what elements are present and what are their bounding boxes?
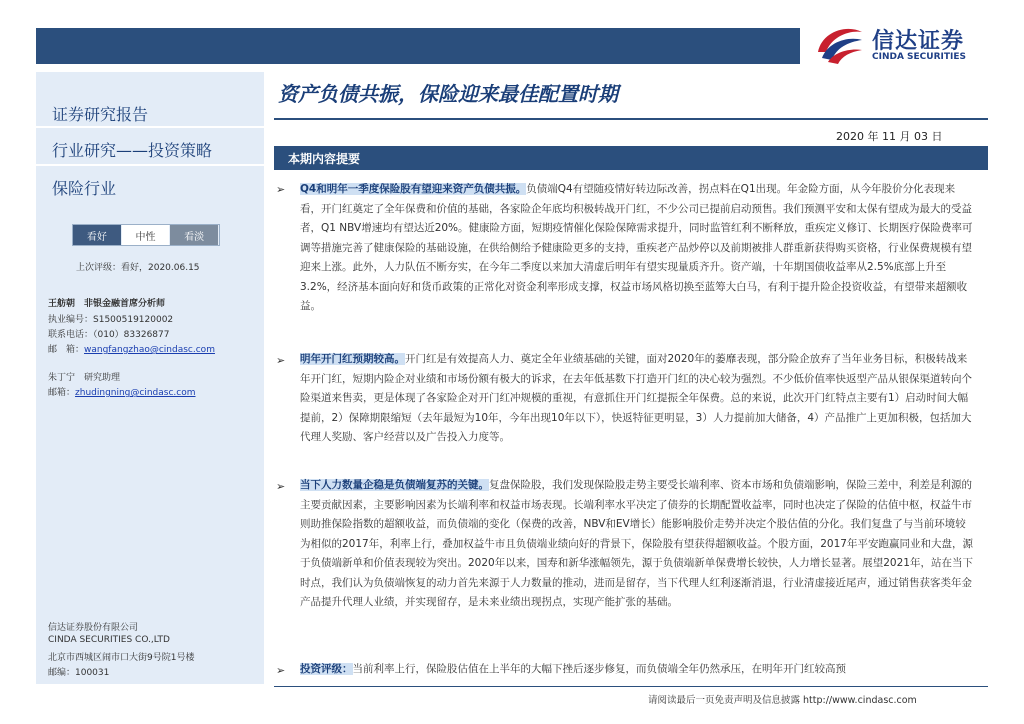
- industry-name: 保险行业: [52, 179, 117, 198]
- company-name-en: CINDA SECURITIES CO.,LTD: [48, 635, 170, 645]
- sidebar-divider: [36, 164, 264, 166]
- point-lead: Q4和明年一季度保险股有望迎来资产负债共振。: [300, 183, 527, 195]
- left-sidebar: [36, 72, 264, 684]
- rating-selector: [72, 224, 220, 246]
- title-rule: [274, 118, 988, 120]
- summary-point: [300, 350, 976, 448]
- company-address: 北京市西城区闹市口大街9号院1号楼: [48, 653, 195, 663]
- point-text: 开门红是有效提高人力、奠定全年业绩基础的关键，面对2020年的萎靡表现，部分险企放弃了当年业务目标，积极转战来年开门红，短期内险企对业绩和市场份额有极大的诉求，在去年低基数下打造开门红的决心较为强烈。不少低价值率快返型产品从银保渠道转向个险渠道来售卖，更是体现了各家险企对开门红冲规模的重视，有意抓住开门红提振全年保费。总的来说，此次开门红特点主要有1）启动时间大幅提前，2）保障期限缩短（去年最短为10年，今年出现10年以下），快返特征更明显，3）人力提前加大储备，4）产品推广上更加积极，包括加大代理人奖励、客户经营以及广告投入力度等。: [300, 353, 972, 443]
- analyst1-email-row: [48, 342, 215, 355]
- report-type: 行业研究——投资策略: [52, 141, 213, 160]
- company-postcode: 邮编：100031: [48, 668, 110, 678]
- last-rating: 上次评级：看好，2020.06.15: [76, 263, 200, 273]
- report-category: 证券研究报告: [52, 105, 149, 124]
- point-lead: 投资评级：: [300, 663, 353, 675]
- analyst1-phone: 联系电话：（010）83326877: [48, 330, 170, 340]
- analyst2-email-label: 邮箱：: [48, 388, 76, 398]
- footer-rule: [274, 686, 988, 687]
- summary-point: [300, 660, 976, 680]
- top-banner: [36, 28, 800, 64]
- bullet-arrow-icon: ➢: [276, 480, 286, 493]
- point-lead: 明年开门红预期较高。: [300, 353, 405, 365]
- bullet-arrow-icon: ➢: [276, 354, 286, 367]
- sidebar-divider: [36, 126, 264, 128]
- rating-option-negative: 看淡: [170, 225, 219, 245]
- analyst1-name-title: 王舫朝 非银金融首席分析师: [48, 299, 166, 309]
- summary-point: [300, 476, 976, 613]
- summary-point: [300, 180, 976, 317]
- analyst1-cert: 执业编号：S1500519120002: [48, 315, 174, 325]
- company-logo: [812, 22, 992, 66]
- section-header: [274, 146, 988, 170]
- analyst2-email-link[interactable]: zhudingning@cindasc.com: [75, 388, 196, 398]
- analyst1-email-label: 邮 箱：: [48, 345, 85, 355]
- point-text: 复盘保险股，我们发现保险股走势主要受长端利率、资本市场和负债端影响，保险三差中，利差是利源的主要贡献因素，主要影响因素为长端利率和权益市场表现。长端利率水平决定了债券的长期配置收益率，同时也决定了保险的估值中枢，权益牛市则助推保险指数的超额收益，而负债端的变化（保费的改善，NBV和EV增长）能影响股价走势并决定个股估值的分化。我们复盘了与当前环境较为相似的2017年，利率上行，叠加权益牛市且负债端业绩向好的背景下，保险股有望获得超额收益。个股方面，2017年平安跑赢同业和大盘，源于负债端新单和价值表现较为突出。2020年以来，国寿和新华涨幅领先，源于负债端新单保费增长较快，人力增长显著。展望2021年，站在当下时点，我们认为负债端恢复的动力首先来源于人力数量的推动，进而是留存，当下代理人红利逐渐消退，行业清虚接近尾声，通过销售获客类年金产品提升代理人业绩，并实现留存，是未来业绩出现拐点，实现产能扩张的基础。: [300, 479, 973, 608]
- bullet-arrow-icon: ➢: [276, 664, 286, 677]
- company-name-cn: 信达证券股份有限公司: [48, 623, 139, 633]
- rating-option-neutral: 中性: [122, 225, 171, 245]
- report-date: 2020 年 11 月 03 日: [836, 130, 943, 143]
- section-title: 本期内容提要: [288, 152, 361, 166]
- analyst2-name-title: 朱丁宁 研究助理: [48, 373, 121, 383]
- cinda-swoosh-icon: [812, 22, 866, 66]
- analyst1-email-link[interactable]: wangfangzhao@cindasc.com: [84, 345, 215, 355]
- logo-name-cn: 信达证券: [872, 29, 965, 54]
- report-title: 资产负债共振，保险迎来最佳配置时期: [278, 82, 618, 106]
- point-lead: 当下人力数量企稳是负债端复苏的关键。: [300, 479, 489, 491]
- logo-name-en: CINDA SECURITIES: [872, 52, 966, 62]
- point-text: 负债端Q4有望随疫情好转边际改善，拐点料在Q1出现。年金险方面，从今年股价分化表现来看，开门红奠定了全年保费和价值的基础，各家险企年底均积极转战开门红，不少公司已提前启动预售。我们预测平安和太保有望成为最大的受益者，Q1 NBV增速均有望达近20%。健康险方面，短期疫情催化保险保障需求提升，同时监管红利不断释放，重疾定义修订、长期医疗保险费率可调等措施完善了健康保险的基础设施，在供给侧给予健康险更多的支持，重疾老产品炒停以及前期被排人群重新获得购买资格，行业保费规模有望迎来上涨。此外，人力队伍不断夯实，在今年二季度以来加大清虚后明年有望实现量质齐升。资产端，十年期国债收益率从2.5%底部上升至3.2%，经济基本面向好和货币政策的正常化对资金利率形成支撑，权益市场风格切换至蓝筹大白马，有利于提升险企投资收益，有望带来超额收益。: [300, 183, 973, 312]
- analyst2-email-row: [48, 385, 196, 398]
- rating-option-positive: 看好: [73, 225, 122, 245]
- footer-disclaimer: 请阅读最后一页免责声明及信息披露 http://www.cindasc.com: [648, 695, 917, 706]
- bullet-arrow-icon: ➢: [276, 183, 286, 196]
- point-text: 当前利率上行，保险股估值在上半年的大幅下挫后逐步修复，而负债端全年仍然承压，在明年开门红较高预: [352, 663, 846, 675]
